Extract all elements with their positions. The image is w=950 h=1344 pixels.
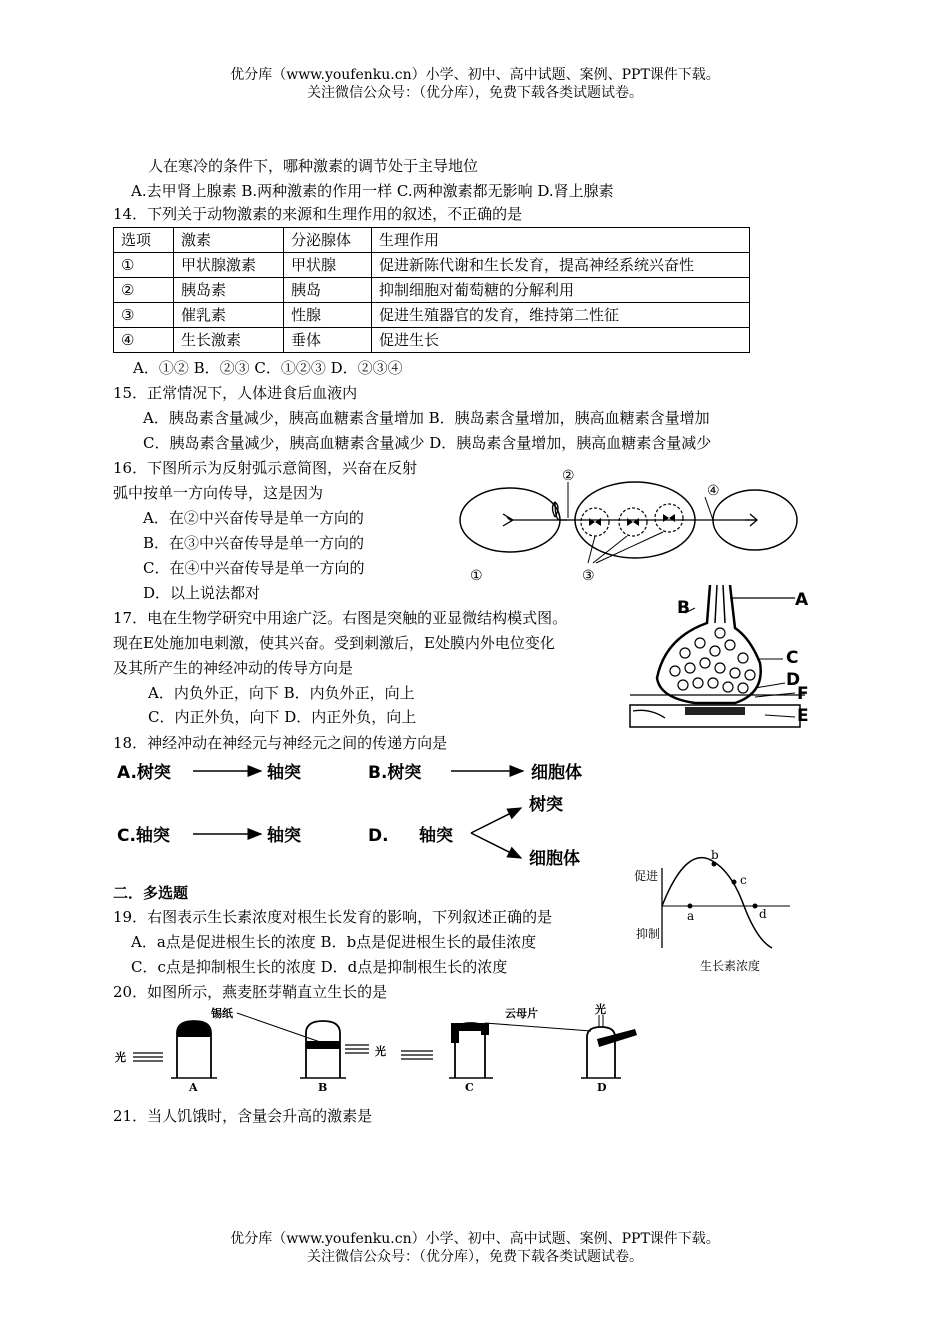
q19-stem: 19．右图表示生长素浓度对根生长发育的影响，下列叙述正确的是 [113, 908, 553, 926]
q20-stem: 20．如图所示，燕麦胚芽鞘直立生长的是 [113, 983, 388, 1001]
table-cell: ④ [114, 328, 174, 353]
light-label-a: 光 [115, 1051, 126, 1064]
fig-label-4: ④ [707, 483, 720, 499]
table-row [114, 303, 750, 328]
table-row [114, 328, 750, 353]
syn-label-d: D [786, 670, 801, 690]
table-cell: 垂体 [284, 328, 372, 353]
header-line-1: 优分库（www.youfenku.cn）小学、初中、高中试题、案例、PPT课件下载。 [230, 67, 720, 83]
q18-stem: 18．神经冲动在神经元与神经元之间的传递方向是 [113, 734, 448, 752]
footer-line-1: 优分库（www.youfenku.cn）小学、初中、高中试题、案例、PPT课件下载。 [230, 1231, 720, 1247]
reflex-arc-figure [455, 462, 815, 587]
fig-label-d: D [597, 1081, 607, 1094]
light-label-c: 光 [375, 1045, 386, 1058]
table-header-cell: 选项 [114, 228, 174, 253]
syn-label-f: F [797, 684, 809, 704]
axis-promote: 促进 [634, 869, 659, 883]
fig-label-b: B [318, 1081, 328, 1094]
fig-label-2: ② [562, 468, 575, 484]
synapse-figure [625, 583, 815, 733]
fig-label-a: A [189, 1081, 198, 1094]
table-cell: 胰岛 [284, 278, 372, 303]
coleoptile-figure [113, 1003, 648, 1095]
q18-c-label: C.轴突 [117, 826, 170, 846]
q14-table [113, 227, 750, 353]
light-label-d: 光 [595, 1003, 606, 1016]
q17-options-cd: C．内正外负，向下 D．内正外负，向上 [148, 708, 417, 726]
table-header-cell: 分泌腺体 [284, 228, 372, 253]
point-c: c [740, 873, 747, 887]
table-header-row [114, 228, 750, 253]
header-line-2: 关注微信公众号：（优分库），免费下载各类试题试卷。 [307, 85, 643, 101]
table-cell: 促进生长 [372, 328, 750, 353]
table-cell: 生长激素 [174, 328, 284, 353]
q19-options-ab: A．a点是促进根生长的浓度 B．b点是促进根生长的最佳浓度 [131, 933, 537, 951]
q16-stem-2: 弧中按单一方向传导，这是因为 [113, 484, 324, 502]
q19-options-cd: C．c点是抑制根生长的浓度 D．d点是抑制根生长的浓度 [131, 958, 508, 976]
point-d: d [759, 907, 767, 921]
table-cell: 催乳素 [174, 303, 284, 328]
q15-options-ab: A．胰岛素含量减少，胰高血糖素含量增加 B．胰岛素含量增加，胰高血糖素含量增加 [143, 409, 710, 427]
q18-d-to2: 细胞体 [529, 849, 580, 869]
q16-option-b: B．在③中兴奋传导是单一方向的 [143, 534, 365, 552]
q18-options-figure [113, 758, 603, 873]
fig-label-c: C [465, 1081, 474, 1094]
q15-options-cd: C．胰岛素含量减少，胰高血糖素含量减少 D．胰岛素含量增加，胰高血糖素含量减少 [143, 434, 712, 452]
table-cell: 促进新陈代谢和生长发育，提高神经系统兴奋性 [372, 253, 750, 278]
q13-stem: 人在寒冷的条件下，哪种激素的调节处于主导地位 [148, 157, 479, 175]
q16-stem-1: 16．下图所示为反射弧示意简图，兴奋在反射 [113, 459, 418, 477]
q16-option-c: C．在④中兴奋传导是单一方向的 [143, 559, 365, 577]
q18-a-to: 轴突 [267, 763, 301, 783]
q15-stem: 15．正常情况下，人体进食后血液内 [113, 384, 358, 402]
axis-xlabel: 生长素浓度 [700, 959, 761, 973]
table-cell: 抑制细胞对葡萄糖的分解利用 [372, 278, 750, 303]
q18-d-from: 轴突 [419, 826, 453, 846]
q13-options: A.去甲肾上腺素 B.两种激素的作用一样 C.两种激素都无影响 D.肾上腺素 [131, 182, 614, 200]
q14-stem: 14．下列关于动物激素的来源和生理作用的叙述，不正确的是 [113, 205, 523, 223]
q17-stem-1: 17．电在生物学研究中用途广泛。右图是突触的亚显微结构模式图。 [113, 609, 568, 627]
syn-label-a: A [795, 590, 809, 610]
q18-d-label: D. [368, 826, 389, 846]
table-header-cell: 激素 [174, 228, 284, 253]
point-a: a [687, 909, 695, 923]
table-cell: ② [114, 278, 174, 303]
table-cell: 甲状腺激素 [174, 253, 284, 278]
q16-option-a: A．在②中兴奋传导是单一方向的 [143, 509, 364, 527]
table-row [114, 278, 750, 303]
point-b: b [711, 848, 719, 862]
table-row [114, 253, 750, 278]
q14-options: A．①② B．②③ C．①②③ D．②③④ [133, 359, 403, 377]
table-header-cell: 生理作用 [372, 228, 750, 253]
q18-c-to: 轴突 [267, 826, 301, 846]
footer-line-2: 关注微信公众号：（优分库），免费下载各类试题试卷。 [307, 1249, 643, 1265]
syn-label-e: E [797, 706, 809, 726]
q17-stem-2: 现在E处施加电刺激，使其兴奋。受到刺激后，E处膜内外电位变化 [113, 634, 555, 652]
q21-stem: 21．当人饥饿时，含量会升高的激素是 [113, 1107, 373, 1125]
table-cell: 促进生殖器官的发育，维持第二性征 [372, 303, 750, 328]
q18-d-to1: 树突 [529, 795, 563, 815]
table-cell: 胰岛素 [174, 278, 284, 303]
q17-stem-3: 及其所产生的神经冲动的传导方向是 [113, 659, 354, 677]
table-cell: 性腺 [284, 303, 372, 328]
mica-label: 云母片 [505, 1007, 538, 1020]
q17-options-ab: A．内负外正，向下 B．内负外正，向上 [148, 684, 415, 702]
table-cell: ③ [114, 303, 174, 328]
section-title: 二．多选题 [113, 884, 189, 902]
q16-option-d: D．以上说法都对 [143, 584, 261, 602]
q18-b-label: B.树突 [368, 763, 422, 783]
auxin-curve-figure [632, 848, 812, 976]
fig-label-1: ① [470, 568, 483, 584]
q18-b-to: 细胞体 [531, 763, 582, 783]
syn-label-b: B [677, 598, 690, 618]
foil-label: 锡纸 [211, 1007, 233, 1020]
syn-label-c: C [786, 648, 799, 668]
q18-a-label: A.树突 [117, 763, 171, 783]
fig-label-3: ③ [582, 568, 595, 584]
table-cell: ① [114, 253, 174, 278]
table-cell: 甲状腺 [284, 253, 372, 278]
axis-inhibit: 抑制 [636, 927, 661, 941]
